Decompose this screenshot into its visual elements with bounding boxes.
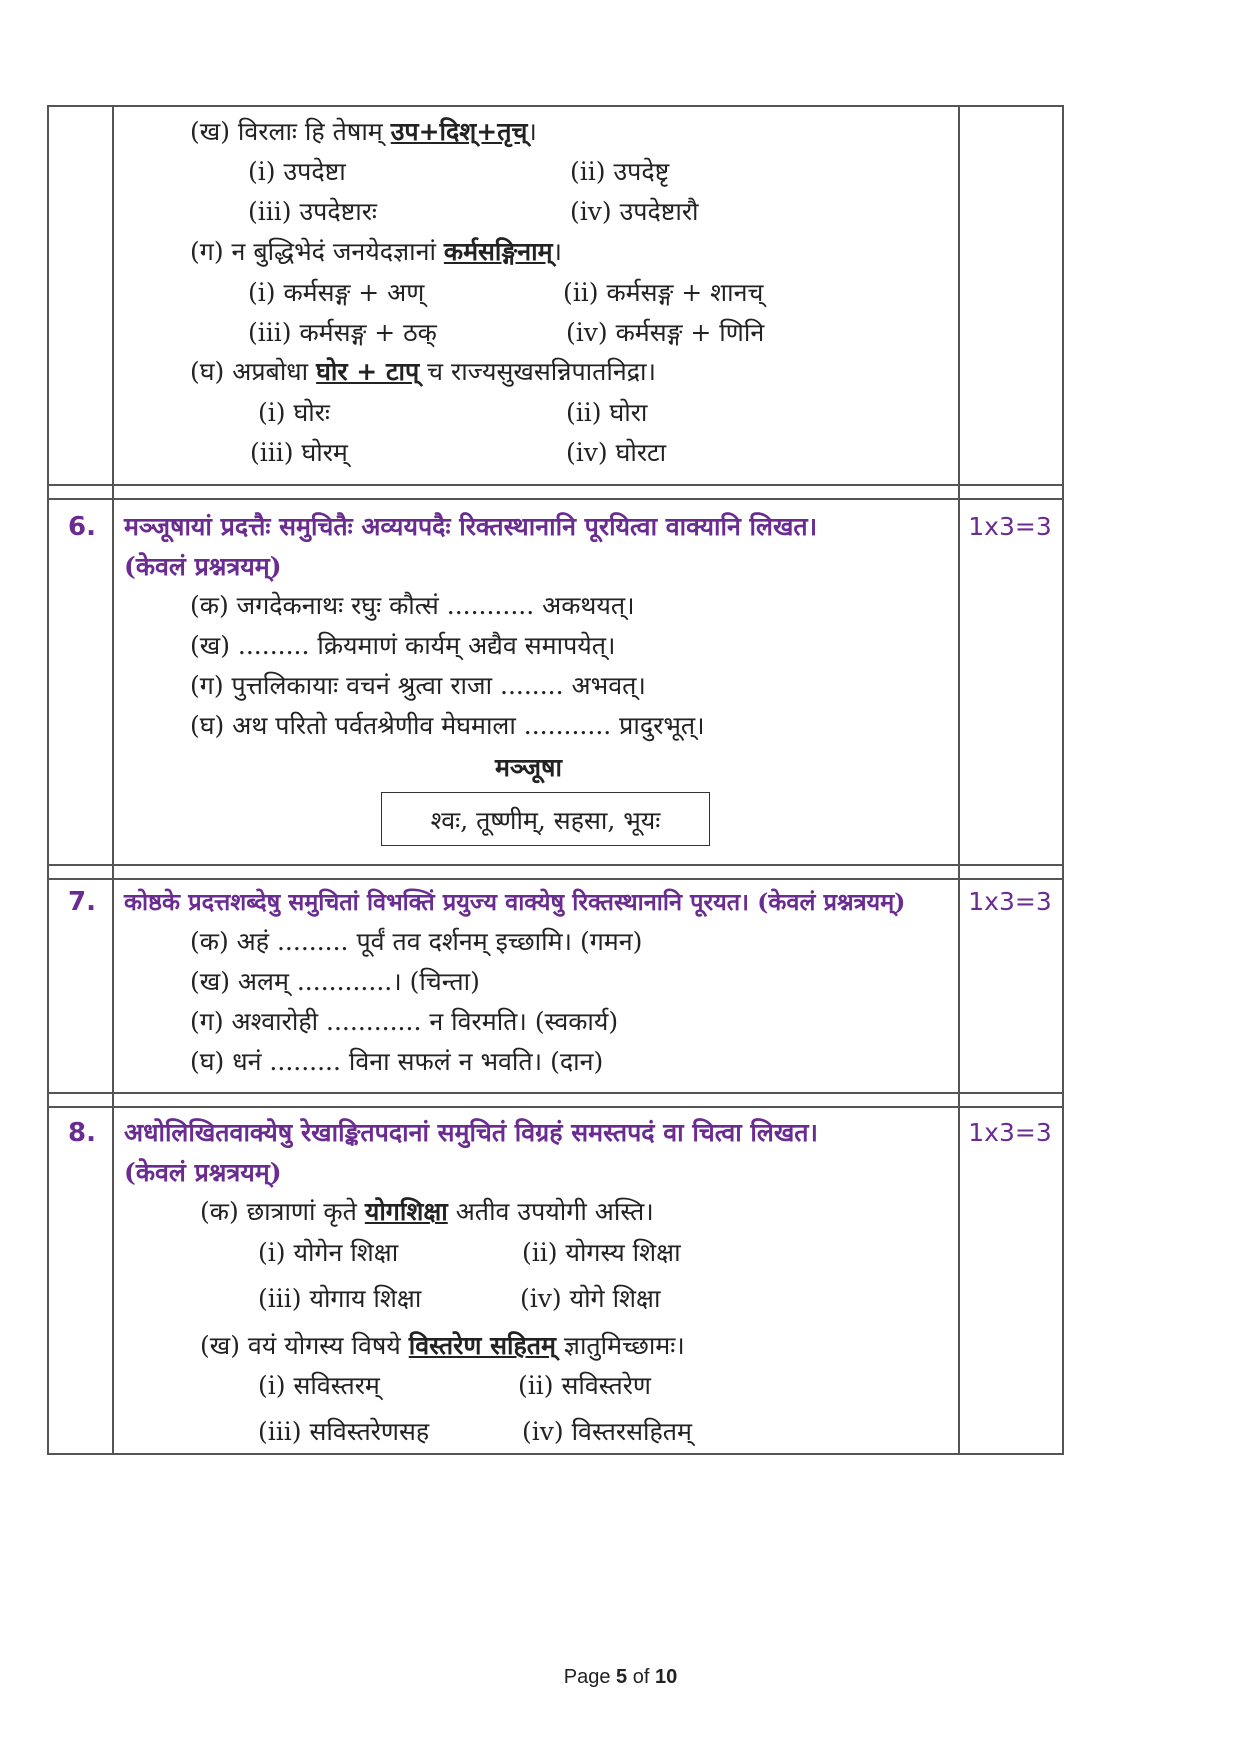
q5-kha-option-4: (iv) उपदेष्टारौ bbox=[570, 197, 699, 226]
q6-instruction: मञ्जूषायां प्रदत्तैः समुचितैः अव्ययपदैः रिक्तस्थानानि पूरयित्वा वाक्यानि लिखत। bbox=[124, 512, 818, 541]
q8-marks: 1x3=3 bbox=[968, 1118, 1052, 1147]
q7-item-gha: (घ) धनं ......... विना सफलं न भवति। (दान) bbox=[190, 1047, 604, 1076]
footer-of: of bbox=[627, 1666, 655, 1688]
q7-marks: 1x3=3 bbox=[968, 887, 1052, 916]
q8-ka-prefix: (क) छात्राणां कृते bbox=[200, 1197, 365, 1226]
q5-ga-option-4: (iv) कर्मसङ्ग + णिनि bbox=[566, 318, 765, 347]
row-divider bbox=[47, 1092, 1064, 1094]
q5-kha-prefix: (ख) विरलाः हि तेषाम् bbox=[190, 117, 391, 146]
q8-ka-suffix: अतीव उपयोगी अस्ति। bbox=[447, 1197, 654, 1226]
q8-ka-option-3: (iii) योगाय शिक्षा bbox=[258, 1284, 422, 1313]
q5-ga-prefix: (ग) न बुद्धिभेदं जनयेदज्ञानां bbox=[190, 237, 444, 266]
q5-gha-prefix: (घ) अप्रबोधा bbox=[190, 357, 317, 386]
q7-number: 7. bbox=[68, 887, 96, 917]
q8-kha-option-4: (iv) विस्तरसहितम् bbox=[522, 1417, 692, 1446]
q6-number: 6. bbox=[68, 512, 96, 542]
q5-kha-question bbox=[190, 116, 537, 148]
table-column-divider-2 bbox=[958, 105, 960, 1455]
q5-gha-option-3: (iii) घोरम् bbox=[250, 438, 348, 467]
q8-kha-option-1: (i) सविस्तरम् bbox=[258, 1371, 380, 1400]
q7-item-ka: (क) अहं ......... पूर्वं तव दर्शनम् इच्छामि। (गमन) bbox=[190, 927, 643, 956]
q6-item-kha: (ख) ......... क्रियमाणं कार्यम् अद्यैव समापयेत्। bbox=[190, 631, 616, 660]
q6-marks: 1x3=3 bbox=[968, 512, 1052, 541]
q5-gha-question bbox=[190, 356, 656, 388]
q6-note: (केवलं प्रश्नत्रयम्) bbox=[124, 552, 282, 581]
q8-kha-option-2: (ii) सविस्तरेण bbox=[518, 1371, 651, 1400]
row-divider bbox=[47, 484, 1064, 486]
table-border-left bbox=[47, 105, 49, 1455]
q6-box-words: श्वः, तूष्णीम्, सहसा, भूयः bbox=[430, 806, 661, 835]
q5-kha-option-1: (i) उपदेष्टा bbox=[248, 157, 346, 186]
page-number-footer bbox=[0, 1666, 1241, 1689]
q8-ka-option-4: (iv) योगे शिक्षा bbox=[520, 1284, 661, 1313]
q8-kha-underlined: विस्तरेण सहितम् bbox=[408, 1331, 556, 1360]
q5-ga-suffix: । bbox=[552, 237, 563, 266]
q5-gha-option-1: (i) घोरः bbox=[258, 398, 330, 427]
row-divider bbox=[47, 878, 1064, 880]
q7-item-ga: (ग) अश्वारोही ............ न विरमति। (स्वकार्य) bbox=[190, 1007, 619, 1036]
q5-gha-suffix: च राज्यसुखसन्निपातनिद्रा। bbox=[419, 357, 656, 386]
q6-item-gha: (घ) अथ परितो पर्वतश्रेणीव मेघमाला ........... प्रादुरभूत्। bbox=[190, 711, 705, 740]
table-column-divider-1 bbox=[112, 105, 114, 1455]
q5-ga-option-1: (i) कर्मसङ्ग + अण् bbox=[248, 278, 425, 307]
table-border-right bbox=[1062, 105, 1064, 1455]
footer-current-page: 5 bbox=[616, 1666, 628, 1688]
q8-ka-question bbox=[200, 1196, 654, 1228]
q8-ka-option-2: (ii) योगस्य शिक्षा bbox=[522, 1238, 681, 1267]
q5-gha-option-2: (ii) घोरा bbox=[566, 398, 648, 427]
q5-ga-option-2: (ii) कर्मसङ्ग + शानच् bbox=[563, 278, 764, 307]
q5-ga-underlined: कर्मसङ्गिनाम् bbox=[443, 237, 553, 266]
q7-instruction: कोष्ठके प्रदत्तशब्देषु समुचितां विभक्तिं प्रयुज्य वाक्येषु रिक्तस्थानानि पूरयत। (केवलं प्रश्नत्रयम्) bbox=[124, 888, 906, 916]
q5-ga-option-3: (iii) कर्मसङ्ग + ठक् bbox=[248, 318, 437, 347]
table-border-top bbox=[47, 105, 1064, 107]
footer-total-pages: 10 bbox=[654, 1666, 678, 1688]
table-border-bottom bbox=[47, 1453, 1064, 1455]
q8-kha-prefix: (ख) वयं योगस्य विषये bbox=[200, 1331, 409, 1360]
q8-ka-underlined: योगशिक्षा bbox=[364, 1197, 448, 1226]
q5-ga-question bbox=[190, 236, 562, 268]
q5-kha-underlined: उप+दिश्+तृच् bbox=[390, 117, 528, 146]
row-divider bbox=[47, 1106, 1064, 1108]
row-divider bbox=[47, 864, 1064, 866]
q8-ka-option-1: (i) योगेन शिक्षा bbox=[258, 1238, 399, 1267]
q5-kha-option-2: (ii) उपदेष्टृ bbox=[570, 157, 670, 186]
q8-note: (केवलं प्रश्नत्रयम्) bbox=[124, 1158, 282, 1187]
q8-kha-suffix: ज्ञातुमिच्छामः। bbox=[555, 1331, 685, 1360]
row-divider bbox=[47, 498, 1064, 500]
q8-kha-option-3: (iii) सविस्तरेणसह bbox=[258, 1417, 430, 1446]
q5-kha-option-3: (iii) उपदेष्टारः bbox=[248, 197, 377, 226]
q8-kha-question bbox=[200, 1330, 685, 1362]
q6-item-ga: (ग) पुत्तलिकायाः वचनं श्रुत्वा राजा ........ अभवत्। bbox=[190, 671, 646, 700]
q8-number: 8. bbox=[68, 1118, 96, 1148]
footer-page-prefix: Page bbox=[563, 1666, 617, 1688]
q5-gha-underlined: घोर + टाप् bbox=[316, 357, 420, 386]
q8-instruction: अधोलिखितवाक्येषु रेखाङ्कितपदानां समुचितं विग्रहं समस्तपदं वा चित्वा लिखत। bbox=[124, 1118, 819, 1147]
q7-item-kha: (ख) अलम् ............। (चिन्ता) bbox=[190, 967, 480, 996]
q5-kha-suffix: । bbox=[527, 117, 537, 146]
q6-item-ka: (क) जगदेकनाथः रघुः कौत्सं ........... अकथयत्। bbox=[190, 591, 635, 620]
q6-box-title: मञ्जूषा bbox=[495, 753, 562, 782]
q5-gha-option-4: (iv) घोरटा bbox=[566, 438, 667, 467]
